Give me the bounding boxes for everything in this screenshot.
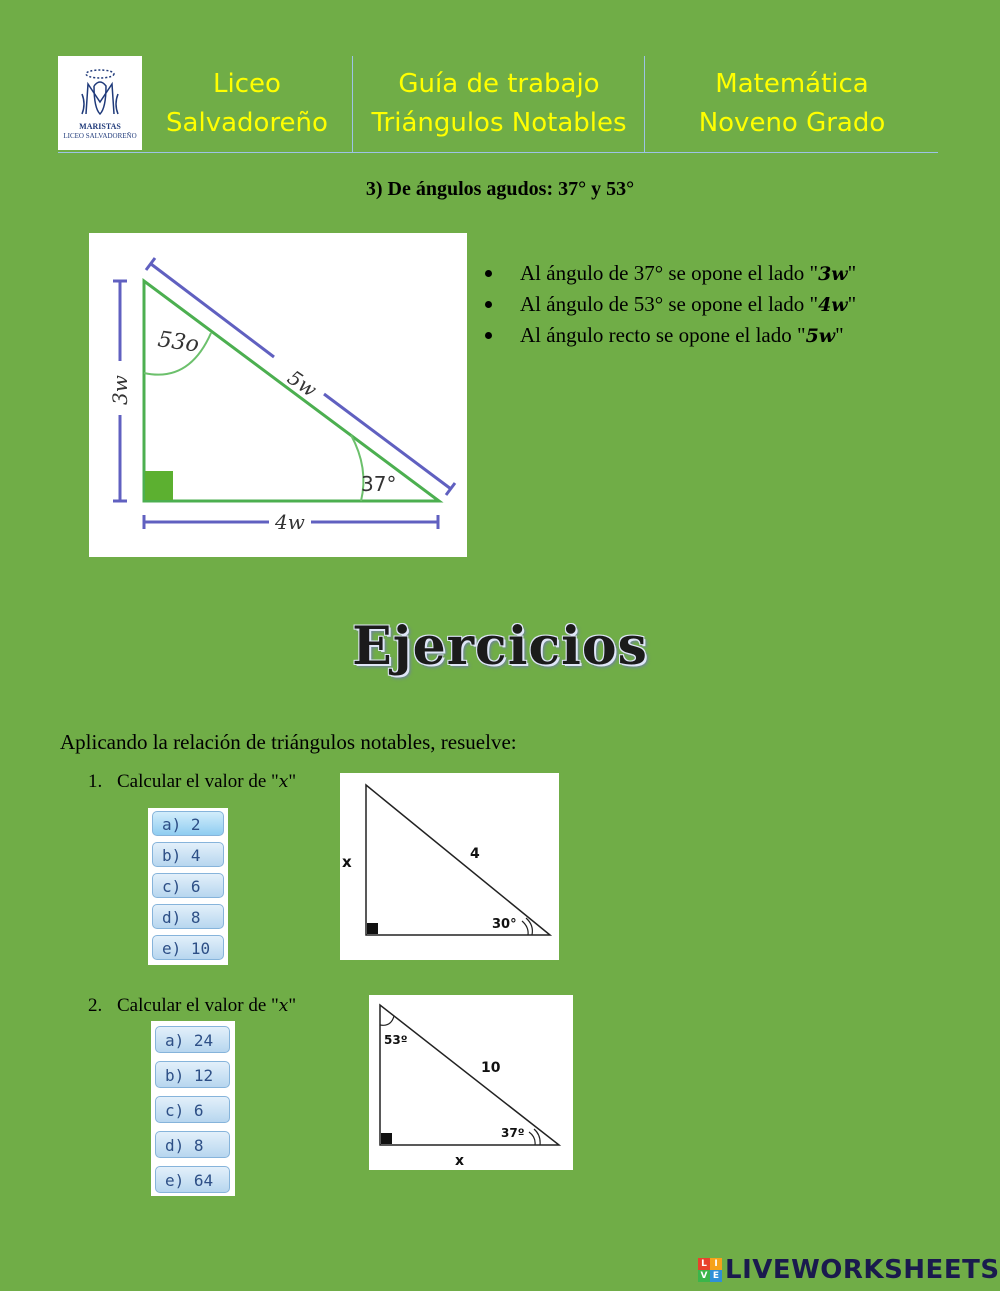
logo-letter: E (710, 1270, 722, 1282)
school-logo (58, 56, 142, 150)
bullet-value: 3w (818, 263, 848, 285)
bullet-text: Al ángulo de 37° se opone el lado " (520, 261, 819, 285)
options-panel-2 (151, 1021, 235, 1196)
question-2-figure (369, 995, 573, 1170)
liveworksheets-logo-icon (698, 1258, 722, 1282)
side-label-hyp: 4 (470, 846, 480, 862)
section-title: 3) De ángulos agudos: 37° y 53° (365, 178, 635, 200)
bullet-value: 4w (818, 294, 848, 316)
question-1-figure (340, 773, 559, 960)
angle-label-37: 37° (361, 472, 397, 496)
question-text: Calcular el valor de " (117, 771, 279, 792)
option-b[interactable]: b) 12 (155, 1061, 230, 1088)
angle-label-53: 53º (384, 1033, 408, 1047)
side-label-hyp: 10 (481, 1060, 501, 1076)
bullet-text: Al ángulo recto se opone el lado " (520, 323, 806, 347)
triangle-outline (366, 785, 550, 935)
logo-letter: I (710, 1258, 722, 1270)
option-a[interactable]: a) 24 (155, 1026, 230, 1053)
question-var: x (278, 772, 289, 792)
question-number: 1. (88, 771, 103, 792)
logo-letter: V (698, 1270, 710, 1282)
brand-text: LIVEWORKSHEETS (725, 1255, 1000, 1285)
option-d[interactable]: d) 8 (152, 904, 224, 929)
side-label-x: x (342, 853, 352, 871)
list-item (483, 289, 856, 320)
question-quote: " (288, 995, 297, 1016)
header-line: Matemática (715, 69, 869, 99)
bullet-quote: " (835, 323, 844, 347)
angle-arc (380, 1016, 394, 1025)
triangle-outline (144, 281, 439, 501)
question-2 (88, 995, 296, 1017)
liveworksheets-brand (698, 1255, 1000, 1285)
triangle-37-53-figure (89, 233, 467, 557)
angle-label-53: 53o (156, 327, 201, 358)
bullet-value: 5w (805, 325, 836, 347)
question-var: x (278, 996, 289, 1016)
logo-text-maristas: MARISTAS (79, 122, 121, 131)
question-1 (88, 771, 296, 793)
side-label-5w: 5w (283, 365, 322, 402)
logo-letter: L (698, 1258, 710, 1270)
angle-label-37: 37º (501, 1126, 525, 1140)
list-item (483, 258, 856, 289)
option-d[interactable]: d) 8 (155, 1131, 230, 1158)
triangle-diagram (340, 773, 559, 960)
triangle-diagram (89, 233, 467, 557)
option-e[interactable]: e) 64 (155, 1166, 230, 1193)
header-subject (644, 56, 939, 152)
angle-arc (529, 1132, 535, 1145)
triangle-outline (380, 1005, 559, 1145)
header-school-name (142, 56, 352, 152)
right-angle-marker (145, 471, 173, 500)
header-line: Liceo (213, 69, 281, 99)
instructions: Aplicando la relación de triángulos notables, resuelve: (60, 730, 517, 754)
logo-text-liceo: LICEO SALVADOREÑO (63, 132, 137, 140)
triangle-diagram (369, 995, 573, 1170)
bullet-text: Al ángulo de 53° se opone el lado " (520, 292, 819, 316)
option-a[interactable]: a) 2 (152, 811, 224, 836)
angle-label-30: 30° (492, 917, 517, 932)
option-e[interactable]: e) 10 (152, 935, 224, 960)
header-line: Guía de trabajo (398, 69, 600, 99)
options-panel-1 (148, 808, 228, 965)
side-label-x: x (455, 1153, 465, 1169)
exercises-title: Ejercicios (352, 616, 648, 677)
header-line: Triángulos Notables (371, 108, 627, 138)
right-angle-marker (367, 923, 378, 934)
header-line: Salvadoreño (166, 108, 328, 138)
bullet-quote: " (847, 292, 857, 316)
angle-arc (522, 921, 528, 935)
right-angle-marker (381, 1133, 392, 1144)
option-c[interactable]: c) 6 (155, 1096, 230, 1123)
header-table (58, 56, 938, 153)
bullet-quote: " (847, 261, 857, 285)
side-label-4w: 4w (275, 510, 305, 534)
question-number: 2. (88, 995, 103, 1016)
option-c[interactable]: c) 6 (152, 873, 224, 898)
option-b[interactable]: b) 4 (152, 842, 224, 867)
hyp-tick-1 (146, 258, 155, 270)
question-text: Calcular el valor de " (117, 995, 279, 1016)
header-guide-title (352, 56, 645, 152)
maristas-emblem-icon (76, 64, 124, 120)
property-list (483, 258, 856, 351)
list-item (483, 320, 856, 351)
header-line: Noveno Grado (698, 108, 886, 138)
question-quote: " (288, 771, 297, 792)
side-label-3w: 3w (108, 375, 132, 405)
